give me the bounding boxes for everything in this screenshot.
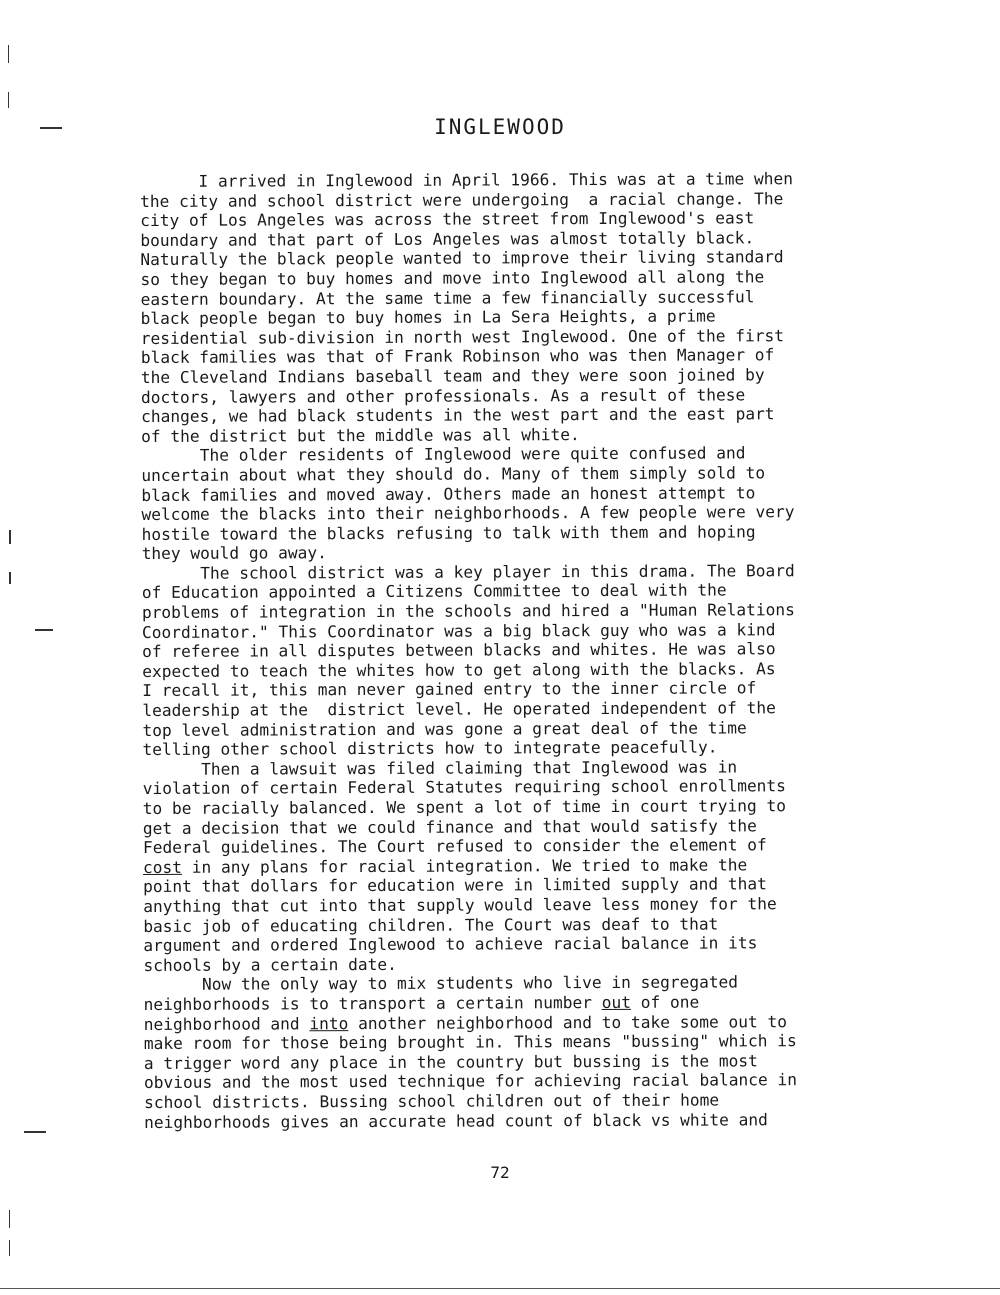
text-line: top level administration and was gone a great deal of the time xyxy=(142,717,747,740)
text-line: black families and moved away. Others made an honest attempt to xyxy=(141,482,756,505)
text-line: city of Los Angeles was across the street from Inglewood's east xyxy=(140,208,755,231)
text-line: they would go away. xyxy=(141,543,327,564)
text-line: make room for those being brought in. This means "bussing" which is xyxy=(143,1031,797,1054)
text-line: telling other school districts how to integrate peacefully. xyxy=(142,737,718,760)
scan-mark xyxy=(8,45,9,63)
text-line: violation of certain Federal Statutes requiring school enrollments xyxy=(142,776,786,799)
scan-mark xyxy=(8,92,9,108)
underlined-word: out xyxy=(601,992,631,1012)
text-line: get a decision that we could finance and that would satisfy the xyxy=(142,815,757,838)
text-line: welcome the blacks into their neighborhoods. A few people were very xyxy=(141,502,795,525)
scan-mark xyxy=(24,1131,46,1133)
text-line: cost in any plans for racial integration. We tried to make the xyxy=(142,855,748,877)
scan-mark xyxy=(9,572,11,584)
text-line: basic job of educating children. The Court was deaf to that xyxy=(143,914,719,936)
text-line: a trigger word any place in the country but bussing is the most xyxy=(143,1051,758,1073)
scan-mark xyxy=(35,629,53,631)
text-line: of the district but the middle was all white. xyxy=(141,424,580,446)
text-line: neighborhood and into another neighborhood and to take some out to xyxy=(143,1011,787,1034)
scan-mark xyxy=(9,530,11,544)
page-number: 72 xyxy=(490,1163,510,1182)
text-line: the city and school district were undergoing a racial change. The xyxy=(140,188,784,211)
text-line: Now the only way to mix students who live in segregated xyxy=(143,972,739,995)
text-line: neighborhoods gives an accurate head count of black vs white and xyxy=(144,1109,768,1132)
text-line: obvious and the most used technique for achieving racial balance in xyxy=(143,1070,797,1093)
text-line: Naturally the black people wanted to improve their living standard xyxy=(140,247,784,270)
text-line: school districts. Bussing school children out of their home xyxy=(144,1090,720,1112)
text-line: black people began to buy homes in La Sera Heights, a prime xyxy=(140,306,716,329)
text-line: changes, we had black students in the west part and the east part xyxy=(141,404,775,427)
scan-mark xyxy=(9,1240,10,1256)
text-line: hostile toward the blacks refusing to talk with them and hoping xyxy=(141,522,756,544)
scan-mark xyxy=(40,127,62,129)
page-title: INGLEWOOD xyxy=(434,115,566,139)
text-line: problems of integration in the schools and hired a "Human Relations xyxy=(141,600,795,623)
text-line: of referee in all disputes between blacks and whites. He was also xyxy=(142,639,776,662)
text-line: expected to teach the whites how to get along with the blacks. As xyxy=(142,659,776,681)
text-line: leadership at the district level. He operated independent of the xyxy=(142,698,776,721)
text-line: I arrived in Inglewood in April 1966. This was at a time when xyxy=(140,169,794,191)
text-line: I recall it, this man never gained entry to the inner circle of xyxy=(142,678,757,701)
text-line: of Education appointed a Citizens Committee to deal with the xyxy=(141,580,727,603)
underlined-word: cost xyxy=(142,857,183,877)
text-line: The older residents of Inglewood were quite confused and xyxy=(141,443,746,466)
text-line: schools by a certain date. xyxy=(143,954,397,975)
text-line: residential sub-division in north west Inglewood. One of the first xyxy=(140,325,784,348)
text-line: eastern boundary. At the same time a few financially successful xyxy=(140,286,755,309)
scan-mark xyxy=(9,1210,10,1228)
text-line: neighborhoods is to transport a certain number out of one xyxy=(143,992,700,1014)
text-line: Federal guidelines. The Court refused to consider the element of xyxy=(142,835,767,858)
page-edge-line xyxy=(0,1288,1000,1289)
text-line: point that dollars for education were in limited supply and that xyxy=(143,874,767,897)
text-line: so they began to buy homes and move into Inglewood all along the xyxy=(140,267,765,289)
text-line: boundary and that part of Los Angeles was almost totally black. xyxy=(140,228,755,250)
text-line: to be racially balanced. We spent a lot of time in court trying to xyxy=(142,796,787,818)
text-line: argument and ordered Inglewood to achieve racial balance in its xyxy=(143,933,758,956)
text-line: Then a lawsuit was filed claiming that Inglewood was in xyxy=(142,757,738,779)
text-line: anything that cut into that supply would leave less money for the xyxy=(143,894,777,916)
text-line: The school district was a key player in this drama. The Board xyxy=(141,561,795,583)
text-line: doctors, lawyers and other professionals. As a result of these xyxy=(140,384,746,407)
text-line: Coordinator." This Coordinator was a big black guy who was a kind xyxy=(141,619,776,642)
text-line: the Cleveland Indians baseball team and they were soon joined by xyxy=(140,365,765,387)
underlined-word: into xyxy=(309,1013,349,1033)
text-line: uncertain about what they should do. Many of them simply sold to xyxy=(141,463,766,485)
text-line: black families was that of Frank Robinson who was then Manager of xyxy=(140,345,775,368)
body-text xyxy=(140,169,919,1132)
